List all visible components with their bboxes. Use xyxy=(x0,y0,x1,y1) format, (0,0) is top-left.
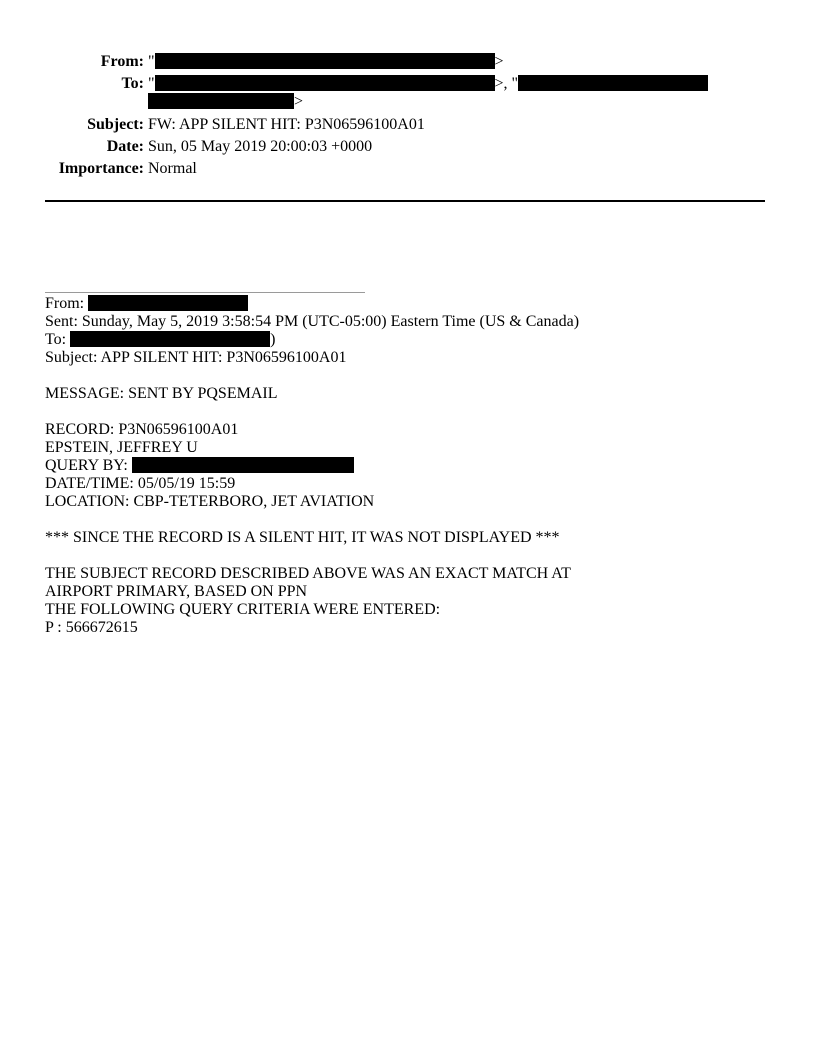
header-from-suffix: > xyxy=(494,53,504,70)
header-importance-value: Normal xyxy=(148,160,197,177)
header-subject-row xyxy=(0,115,816,135)
location-line: LOCATION: CBP-TETERBORO, JET AVIATION xyxy=(45,493,375,510)
header-date-value: Sun, 05 May 2019 20:00:03 +0000 xyxy=(148,138,373,155)
name-line: EPSTEIN, JEFFREY U xyxy=(45,439,198,456)
header-date-label: Date: xyxy=(106,138,144,155)
fwd-sent-line: Sent: Sunday, May 5, 2019 3:58:54 PM (UTC-05:00) Eastern Time (US & Canada) xyxy=(45,313,580,330)
forward-separator xyxy=(45,292,365,293)
header-to-value-cont xyxy=(148,92,303,112)
fwd-to-label: To: xyxy=(45,331,67,348)
header-from-prefix: " xyxy=(148,53,155,70)
redaction-box xyxy=(155,75,495,91)
criteria-line: THE FOLLOWING QUERY CRITERIA WERE ENTERED: xyxy=(45,601,441,618)
fwd-from-line xyxy=(45,295,248,313)
redaction-box xyxy=(155,53,495,69)
header-to-row xyxy=(0,74,816,94)
header-from-row xyxy=(0,52,816,72)
fwd-to-line xyxy=(45,331,275,349)
header-to-prefix: " xyxy=(148,75,155,92)
fwd-from-label: From: xyxy=(45,295,85,312)
redaction-box xyxy=(518,75,708,91)
criteria-value: P : 566672615 xyxy=(45,619,138,636)
header-to-row-cont xyxy=(0,92,816,112)
header-importance-label: Importance: xyxy=(58,160,144,177)
header-to-value xyxy=(148,74,708,94)
header-subject-value: FW: APP SILENT HIT: P3N06596100A01 xyxy=(148,116,425,133)
header-from-label: From: xyxy=(100,53,144,70)
header-divider xyxy=(45,200,765,202)
header-to-suffix: > xyxy=(294,93,304,110)
record-line: RECORD: P3N06596100A01 xyxy=(45,421,239,438)
header-to-mid: >, " xyxy=(494,75,519,92)
redaction-box xyxy=(88,295,248,311)
fwd-to-suffix: ) xyxy=(270,331,276,348)
header-to-label: To: xyxy=(121,75,144,92)
message-line: MESSAGE: SENT BY PQSEMAIL xyxy=(45,385,278,402)
query-by-label: QUERY BY: xyxy=(45,457,128,474)
datetime-line: DATE/TIME: 05/05/19 15:59 xyxy=(45,475,236,492)
header-from-value xyxy=(148,52,504,72)
header-subject-label: Subject: xyxy=(87,116,144,133)
silent-hit-line: *** SINCE THE RECORD IS A SILENT HIT, IT WAS NOT DISPLAYED *** xyxy=(45,529,560,546)
fwd-subject-line: Subject: APP SILENT HIT: P3N06596100A01 xyxy=(45,349,347,366)
match-line-1: THE SUBJECT RECORD DESCRIBED ABOVE WAS AN EXACT MATCH AT xyxy=(45,565,571,582)
redaction-box xyxy=(132,457,354,473)
header-date-row xyxy=(0,137,816,157)
redaction-box xyxy=(148,93,294,109)
query-by-line xyxy=(45,457,354,475)
header-importance-row xyxy=(0,159,816,179)
match-line-2: AIRPORT PRIMARY, BASED ON PPN xyxy=(45,583,308,600)
redaction-box xyxy=(70,331,270,347)
